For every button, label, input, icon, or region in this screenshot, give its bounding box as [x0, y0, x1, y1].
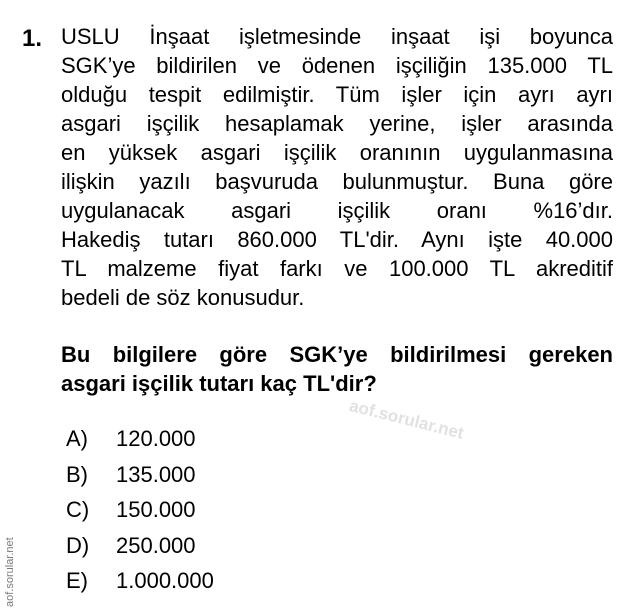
option-text: 250.000 [116, 532, 196, 558]
stem-line: olduğu tespit edilmiştir. Tüm işler için ayrı ayrı [61, 82, 613, 107]
watermark-center: aof.sorular.net [347, 396, 466, 443]
prompt-line: Bu bilgilere göre SGK’ye bildirilmesi gereken [61, 342, 613, 367]
option-b[interactable] [66, 457, 214, 493]
option-letter: E) [66, 568, 88, 593]
option-letter: D) [66, 532, 90, 558]
watermark-side: aof.sorular.net [4, 537, 16, 607]
question-prompt [61, 340, 613, 398]
option-d[interactable] [66, 528, 214, 564]
option-text: 135.000 [116, 461, 196, 487]
stem-line: TL malzeme fiyat farkı ve 100.000 TL akreditif [61, 256, 613, 281]
option-e[interactable] [66, 563, 214, 599]
option-letter: C) [66, 497, 90, 522]
option-a[interactable] [66, 421, 214, 457]
question-number: 1. [22, 25, 43, 52]
stem-line: en yüksek asgari işçilik oranının uygulanmasına [61, 140, 613, 165]
option-c[interactable] [66, 492, 214, 528]
option-letter: A) [66, 426, 88, 451]
stem-line: uygulanacak asgari işçilik oranı %16’dır. [61, 198, 613, 223]
stem-line: ilişkin yazılı başvuruda bulunmuştur. Buna göre [61, 169, 613, 194]
option-letter: B) [66, 461, 88, 487]
stem-line: bedeli de söz konusudur. [61, 285, 305, 310]
stem-line: USLU İnşaat işletmesinde inşaat işi boyunca [61, 24, 613, 49]
prompt-line: asgari işçilik tutarı kaç TL'dir? [61, 371, 377, 396]
stem-line: Hakediş tutarı 860.000 TL'dir. Aynı işte 40.000 [61, 227, 613, 252]
stem-line: asgari işçilik hesaplamak yerine, işler arasında [61, 111, 613, 136]
answer-options [66, 421, 214, 599]
option-text: 1.000.000 [116, 568, 214, 593]
option-text: 150.000 [116, 497, 196, 522]
stem-line: SGK’ye bildirilen ve ödenen işçiliğin 135.000 TL [61, 53, 613, 78]
option-text: 120.000 [116, 426, 196, 451]
question-stem [61, 22, 613, 312]
